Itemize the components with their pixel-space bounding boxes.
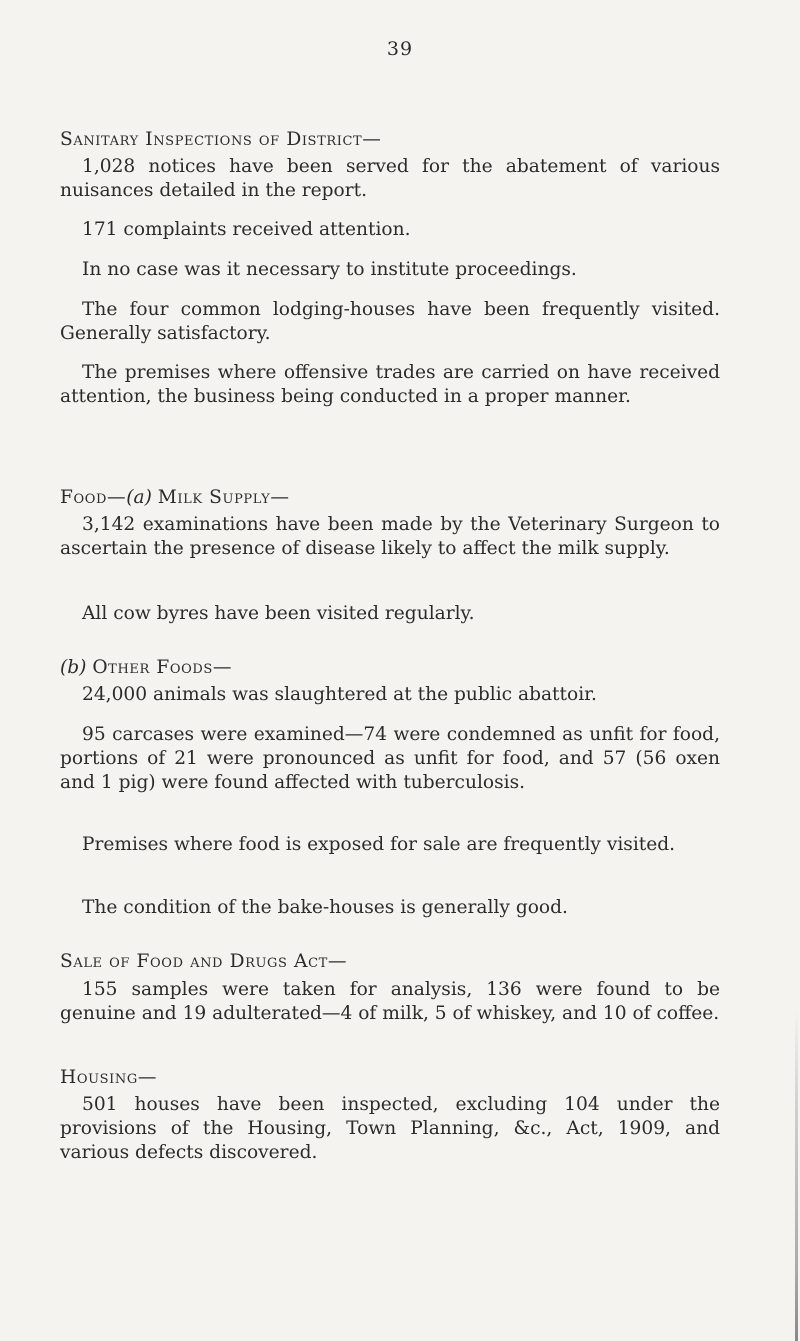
paragraph-notices-text: 1,028 notices have been served for the abatement of various nuisances detailed in the report. (60, 156, 720, 201)
paragraph-offensive-trades (60, 361, 720, 409)
paragraph-premises-food-text: Premises where food is exposed for sale are frequently visited. (82, 834, 676, 855)
heading-b-label: (b) (60, 657, 87, 678)
heading-a-label: (a) (126, 487, 152, 508)
paragraph-lodging-houses (60, 298, 720, 346)
paragraph-lodging-houses-text: The four common lodging-houses have been frequently visited. Generally satisfactory. (60, 299, 720, 344)
paragraph-veterinary (60, 513, 720, 561)
paragraph-proceedings-text: In no case was it necessary to institute proceedings. (82, 259, 577, 280)
paragraph-proceedings (60, 258, 720, 282)
paragraph-offensive-trades-text: The premises where offensive trades are carried on have received attention, the business being conducted in a proper manner. (60, 362, 720, 407)
heading-food-milk-supply (60, 486, 720, 510)
heading-food: Food— (60, 487, 127, 508)
heading-sanitary-inspections: Sanitary Inspections of District— (60, 129, 382, 150)
paragraph-cow-byres (60, 602, 720, 626)
paragraph-bake-houses (60, 896, 720, 920)
paragraph-complaints (60, 218, 720, 242)
heading-other-foods-text: Other Foods— (92, 657, 233, 678)
paragraph-abattoir (60, 683, 720, 707)
paragraph-abattoir-text: 24,000 animals was slaughtered at the public abattoir. (82, 684, 597, 705)
paragraph-houses-inspected (60, 1093, 720, 1165)
paragraph-samples (60, 978, 720, 1026)
paragraph-premises-food (60, 833, 720, 857)
paragraph-houses-inspected-text: 501 houses have been inspected, excluding 104 under the provisions of the Housing, Town Planning, &c., Act, 1909, and various defects discovered. (60, 1094, 720, 1163)
heading-milk-supply: Milk Supply— (157, 487, 290, 508)
heading-sale-of-food-and-drugs: Sale of Food and Drugs Act— (60, 951, 348, 972)
paragraph-notices (60, 155, 720, 203)
paragraph-veterinary-text: 3,142 examinations have been made by the Veterinary Surgeon to ascertain the presence of disease likely to affect the milk supply. (60, 514, 720, 559)
heading-housing: Housing— (60, 1067, 158, 1088)
paragraph-carcases (60, 723, 720, 795)
page-edge-shadow (795, 1010, 798, 1341)
heading-other-foods (60, 656, 720, 680)
page-number: 39 (386, 38, 414, 60)
paragraph-samples-text: 155 samples were taken for analysis, 136 were found to be genuine and 19 adulterated—4 of milk, 5 of whiskey, and 10 of coffee. (60, 979, 720, 1024)
paragraph-carcases-text: 95 carcases were examined—74 were condemned as unfit for food, portions of 21 were pronounced as unfit for food, and 57 (56 oxen and 1 pig) were found affected with tuberculosis. (60, 724, 720, 793)
paragraph-complaints-text: 171 complaints received attention. (82, 219, 411, 240)
paragraph-bake-houses-text: The condition of the bake-houses is generally good. (82, 897, 568, 918)
paragraph-cow-byres-text: All cow byres have been visited regularly. (82, 603, 475, 624)
